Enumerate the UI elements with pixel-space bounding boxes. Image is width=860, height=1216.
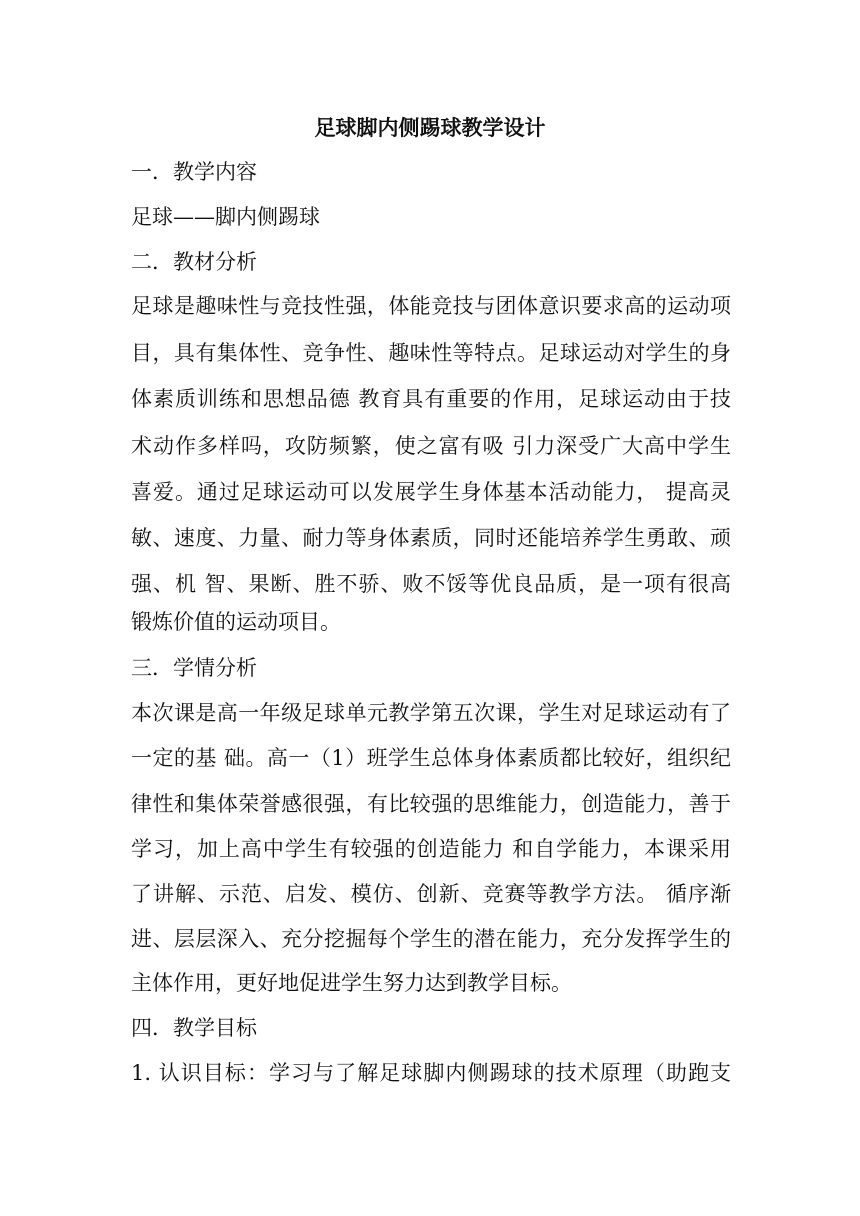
heading-teaching-content: 一．教学内容 [131,160,257,184]
heading-student-analysis: 三．学情分析 [131,656,257,680]
paragraph-line: 了讲解、示范、启发、模仿、创新、竞赛等教学方法。 循序渐 [131,882,731,906]
paragraph-line: 术动作多样吗，攻防频繁，使之富有吸 引力深受广大高中学生 [131,434,731,458]
paragraph-line: 敏、速度、力量、耐力等身体素质，同时还能培养学生勇敢、顽 [131,526,731,550]
paragraph-line: 进、层层深入、充分挖掘每个学生的潜在能力，充分发挥学生的 [131,927,731,951]
heading-material-analysis: 二．教材分析 [131,250,257,274]
document-title: 足球脚内侧踢球教学设计 [314,115,546,140]
paragraph-line: 目，具有集体性、竞争性、趣味性等特点。足球运动对学生的身 [131,341,731,365]
paragraph-line: 体素质训练和思想品德 教育具有重要的作用，足球运动由于技 [131,387,731,411]
paragraph-line: 律性和集体荣誉感很强，有比较强的思维能力，创造能力，善于 [131,792,731,816]
paragraph-line: 强、机 智、果断、胜不骄、败不馁等优良品质，是一项有很高 [131,572,731,596]
paragraph-line: 主体作用，更好地促进学生努力达到教学目标。 [131,971,572,995]
paragraph-line: 锻炼价值的运动项目。 [131,610,341,634]
paragraph-line: 足球是趣味性与竞技性强，体能竞技与团体意识要求高的运动项 [131,294,731,318]
paragraph-line: 一定的基 础。高一（1）班学生总体身体素质都比较好，组织纪 [131,746,731,770]
heading-teaching-objectives: 四．教学目标 [131,1016,257,1040]
paragraph-line: 本次课是高一年级足球单元教学第五次课，学生对足球运动有了 [131,701,731,725]
paragraph-line: 学习，加上高中学生有较强的创造能力 和自学能力，本课采用 [131,837,731,861]
text-teaching-content: 足球——脚内侧踢球 [131,205,320,229]
paragraph-line: 喜爱。通过足球运动可以发展学生身体基本活动能力， 提高灵 [131,480,731,504]
objective-item: 1. 认识目标：学习与了解足球脚内侧踢球的技术原理（助跑支 [131,1061,731,1085]
